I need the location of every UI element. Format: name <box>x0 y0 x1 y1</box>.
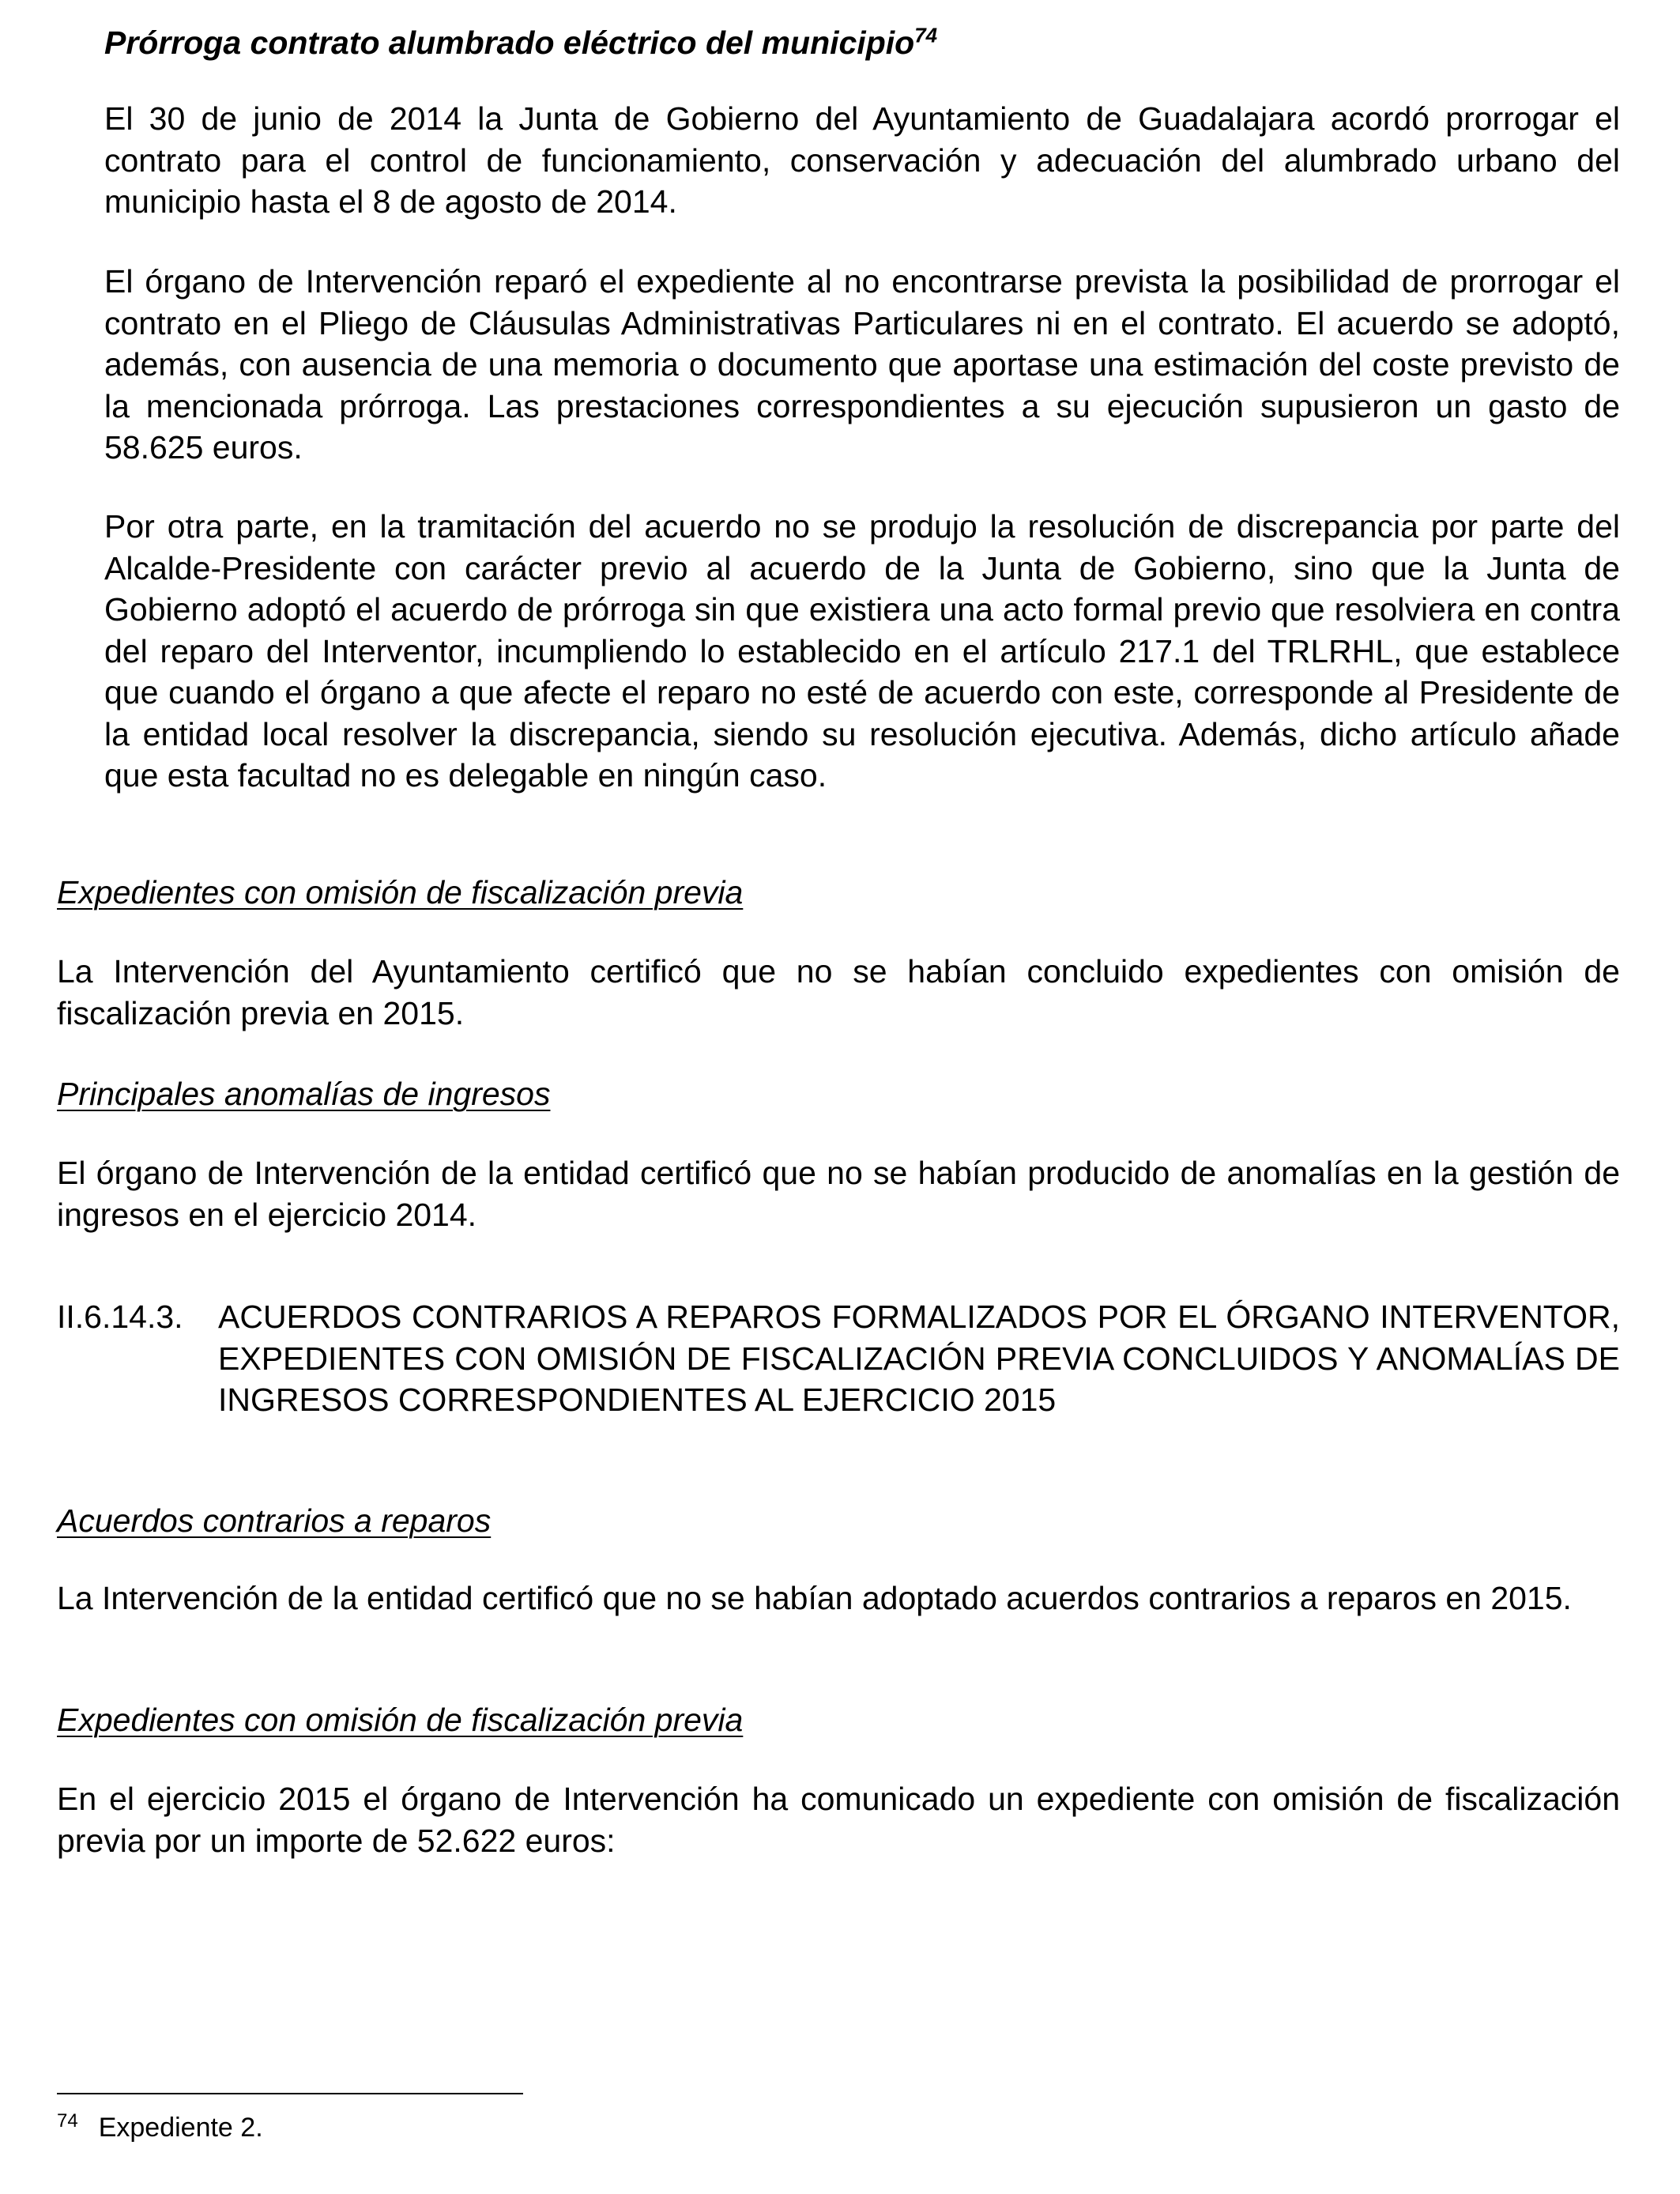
subheading-omission-2015: Expedientes con omisión de fiscalización previa <box>57 1702 744 1738</box>
section-heading <box>104 22 1620 64</box>
paragraph-omission-2015: En el ejercicio 2015 el órgano de Intervención ha comunicado un expediente con omisión de fiscalización previa por un importe de 52.622 euros: <box>57 1781 1620 1859</box>
heading-text: Prórroga contrato alumbrado eléctrico del municipio <box>104 25 915 61</box>
footnote-text: Expediente 2. <box>98 2113 263 2143</box>
paragraph-income-anomalies: El órgano de Intervención de la entidad certificó que no se habían producido de anomalías en la gestión de ingresos en el ejercicio 2014. <box>57 1155 1620 1233</box>
paragraph-agreements-contrary: La Intervención de la entidad certificó que no se habían adoptado acuerdos contrarios a reparos en 2015. <box>57 1580 1572 1616</box>
paragraph-discrepancy: Por otra parte, en la tramitación del acuerdo no se produjo la resolución de discrepancia por parte del Alcalde-Presidente con carácter previo al acuerdo de la Junta de Gobierno, sino que la Junta de Gobierno adoptó el acuerdo de prórroga sin que existiera una acto formal previo que resolviera en contra del reparo del Interventor, incumpliendo lo establecido en el artículo 217.1 del TRLRHL, que establece que cuando el órgano a que afecte el reparo no esté de acuerdo con este, corresponde al Presidente de la entidad local resolver la discrepancia, siendo su resolución ejecutiva. Además, dicho artículo añade que esta facultad no es delegable en ningún caso. <box>104 508 1620 794</box>
subheading-agreements-contrary: Acuerdos contrarios a reparos <box>57 1502 492 1539</box>
footnote <box>57 2110 263 2145</box>
footnote-number: 74 <box>57 2109 78 2132</box>
paragraph-objection: El órgano de Intervención reparó el expediente al no encontrarse prevista la posibilidad de prorrogar el contrato en el Pliego de Cláusulas Administrativas Particulares ni en el contrato. El acuerdo se adoptó, además, con ausencia de una memoria o documento que aportase una estimación del coste previsto de la mencionada prórroga. Las prestaciones correspondientes a su ejecución supusieron un gasto de 58.625 euros. <box>104 263 1620 466</box>
subheading-omission-2014: Expedientes con omisión de fiscalización previa <box>57 874 744 910</box>
footnote-separator <box>57 2093 523 2094</box>
footnote-reference: 74 <box>914 23 938 47</box>
paragraph-omission-2014: La Intervención del Ayuntamiento certificó que no se habían concluido expedientes con omisión de fiscalización previa en 2015. <box>57 953 1620 1031</box>
section-number: II.6.14.3. <box>57 1299 183 1335</box>
subheading-income-anomalies: Principales anomalías de ingresos <box>57 1076 551 1112</box>
paragraph-extension-agreement: El 30 de junio de 2014 la Junta de Gobierno del Ayuntamiento de Guadalajara acordó prorrogar el contrato para el control de funcionamiento, conservación y adecuación del alumbrado urbano del municipio hasta el 8 de agosto de 2014. <box>104 100 1620 220</box>
section-title: ACUERDOS CONTRARIOS A REPAROS FORMALIZADOS POR EL ÓRGANO INTERVENTOR, EXPEDIENTES CON OMISIÓN DE FISCALIZACIÓN PREVIA CONCLUIDOS Y ANOMALÍAS DE INGRESOS CORRESPONDIENTES AL EJERCICIO 2015 <box>218 1299 1620 1418</box>
